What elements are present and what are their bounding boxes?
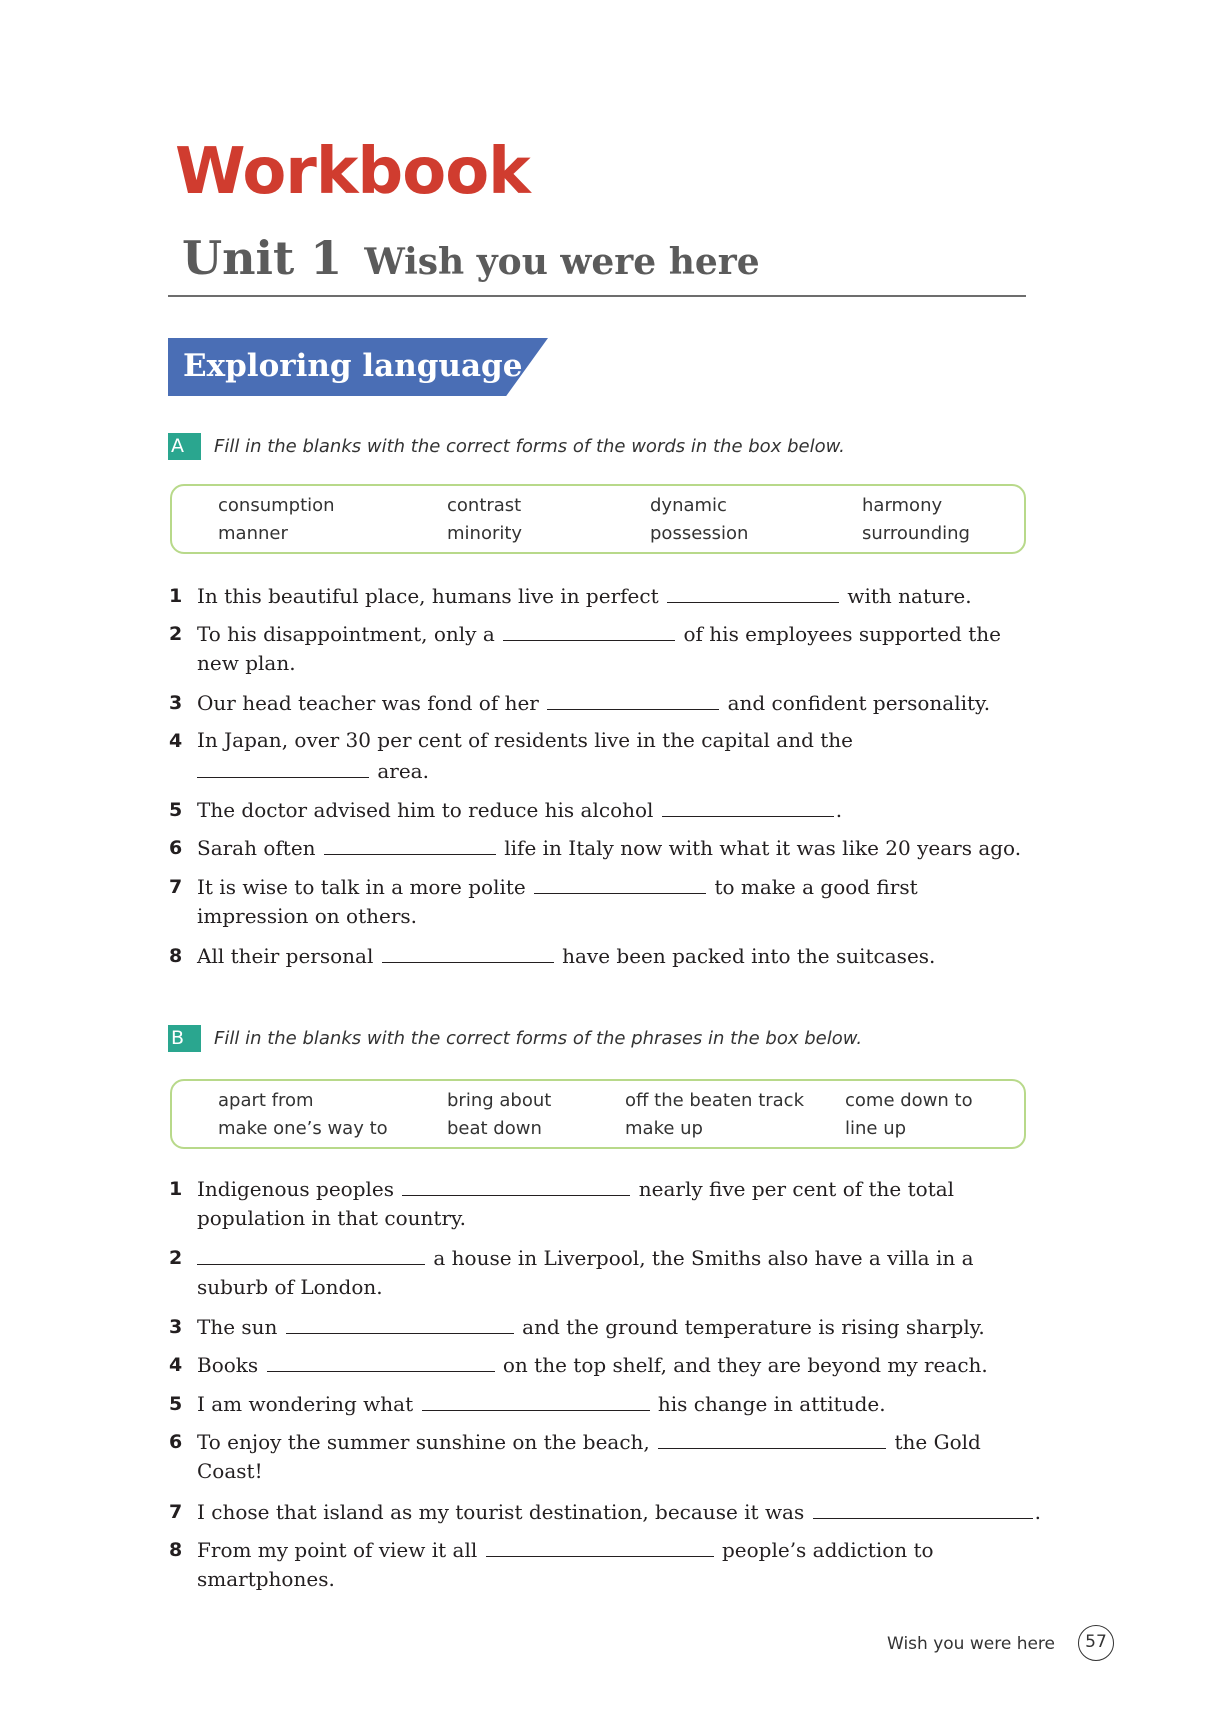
answer-blank[interactable] [402, 1173, 630, 1196]
answer-blank[interactable] [534, 871, 706, 894]
part-a-word-box [170, 484, 1026, 554]
part-b-badge: B [168, 1025, 201, 1052]
unit-heading [182, 231, 760, 285]
part-b-phrase-box [170, 1079, 1026, 1149]
answer-blank[interactable] [382, 940, 554, 963]
phrase-item: make up [625, 1118, 703, 1139]
phrase-item: make one’s way to [218, 1118, 388, 1139]
part-a-badge: A [168, 433, 201, 460]
word-item: contrast [447, 495, 522, 516]
section-title: Exploring language [183, 348, 523, 384]
word-item: manner [218, 523, 288, 544]
answer-blank[interactable] [813, 1496, 1033, 1519]
answer-blank[interactable] [658, 1426, 886, 1449]
word-item: dynamic [650, 495, 727, 516]
answer-blank[interactable] [267, 1349, 495, 1372]
word-item: minority [447, 523, 523, 544]
footer-unit-title: Wish you were here [887, 1634, 1055, 1654]
answer-blank[interactable] [667, 580, 839, 603]
workbook-title: Workbook [175, 135, 530, 209]
unit-label: Unit 1 [182, 231, 343, 285]
answer-blank[interactable] [486, 1534, 714, 1557]
phrase-item: off the beaten track [625, 1090, 804, 1111]
phrase-item: come down to [845, 1090, 973, 1111]
phrase-item: apart from [218, 1090, 314, 1111]
phrase-item: line up [845, 1118, 907, 1139]
word-item: surrounding [862, 523, 970, 544]
word-item: harmony [862, 495, 943, 516]
answer-blank[interactable] [197, 755, 369, 778]
answer-blank[interactable] [662, 794, 834, 817]
answer-blank[interactable] [503, 618, 675, 641]
phrase-item: bring about [447, 1090, 552, 1111]
answer-blank[interactable] [324, 832, 496, 855]
part-b-instruction: Fill in the blanks with the correct forms of the phrases in the box below. [214, 1028, 863, 1049]
word-item: possession [650, 523, 749, 544]
answer-blank[interactable] [547, 687, 719, 710]
phrase-item: beat down [447, 1118, 542, 1139]
word-item: consumption [218, 495, 335, 516]
answer-blank[interactable] [197, 1242, 425, 1265]
title-divider [168, 295, 1026, 297]
part-a-instruction: Fill in the blanks with the correct forms of the words in the box below. [214, 436, 845, 457]
unit-title: Wish you were here [364, 241, 760, 283]
answer-blank[interactable] [286, 1311, 514, 1334]
answer-blank[interactable] [422, 1388, 650, 1411]
page-number: 57 [1078, 1625, 1114, 1661]
